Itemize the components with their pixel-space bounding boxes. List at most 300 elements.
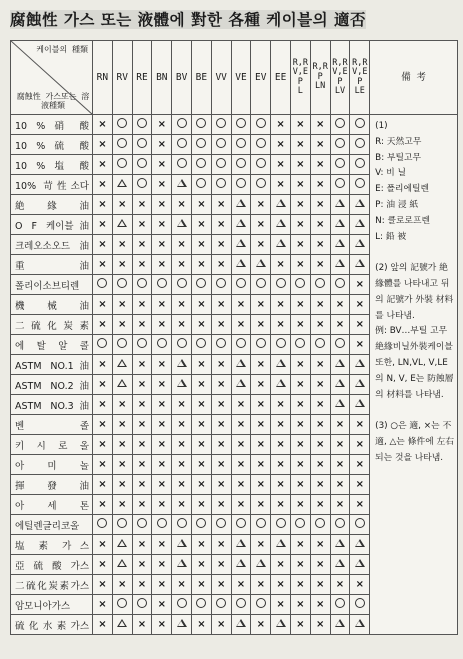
rating-cell bbox=[251, 515, 271, 535]
suitable-circle-icon bbox=[335, 338, 345, 348]
rating-cell bbox=[350, 275, 370, 295]
rating-cell bbox=[93, 175, 113, 195]
rating-cell bbox=[132, 395, 152, 415]
unsuitable-cross-icon: × bbox=[177, 198, 186, 210]
conditional-triangle-icon bbox=[335, 619, 345, 627]
unsuitable-cross-icon: × bbox=[98, 238, 107, 250]
rating-cell bbox=[271, 595, 291, 615]
rating-cell bbox=[290, 115, 310, 135]
unsuitable-cross-icon: × bbox=[177, 418, 186, 430]
unsuitable-cross-icon: × bbox=[177, 498, 186, 510]
rating-cell bbox=[271, 295, 291, 315]
unsuitable-cross-icon: × bbox=[296, 598, 305, 610]
rating-cell bbox=[211, 515, 231, 535]
rating-cell bbox=[231, 535, 251, 555]
suitable-circle-icon bbox=[236, 118, 246, 128]
rating-cell bbox=[330, 275, 350, 295]
rating-cell bbox=[350, 135, 370, 155]
conditional-triangle-icon bbox=[236, 379, 246, 387]
unsuitable-cross-icon: × bbox=[315, 498, 325, 510]
rating-cell bbox=[310, 155, 330, 175]
rating-cell bbox=[271, 155, 291, 175]
rating-cell bbox=[152, 555, 172, 575]
rating-cell bbox=[93, 235, 113, 255]
rating-cell bbox=[330, 135, 350, 155]
suitable-circle-icon bbox=[276, 518, 286, 528]
rating-cell bbox=[132, 575, 152, 595]
rating-cell bbox=[271, 615, 291, 635]
suitable-circle-icon bbox=[315, 278, 325, 288]
rating-cell bbox=[330, 315, 350, 335]
rating-cell bbox=[330, 235, 350, 255]
unsuitable-cross-icon: × bbox=[315, 138, 325, 150]
unsuitable-cross-icon: × bbox=[315, 318, 325, 330]
rating-cell bbox=[211, 315, 231, 335]
rating-cell bbox=[132, 475, 152, 495]
suitable-circle-icon bbox=[196, 118, 206, 128]
unsuitable-cross-icon: × bbox=[216, 578, 226, 590]
remarks-line: P: 油 浸 紙 bbox=[375, 199, 419, 210]
rating-cell bbox=[231, 515, 251, 535]
rating-cell bbox=[231, 495, 251, 515]
rating-cell bbox=[152, 315, 172, 335]
conditional-triangle-icon bbox=[256, 559, 266, 567]
unsuitable-cross-icon: × bbox=[335, 498, 345, 510]
suitable-circle-icon bbox=[355, 118, 365, 128]
rating-cell bbox=[310, 135, 330, 155]
unsuitable-cross-icon: × bbox=[256, 398, 265, 410]
unsuitable-cross-icon: × bbox=[98, 438, 107, 450]
unsuitable-cross-icon: × bbox=[315, 578, 325, 590]
rating-cell bbox=[152, 155, 172, 175]
rating-cell bbox=[231, 255, 251, 275]
rating-cell bbox=[211, 575, 231, 595]
rating-cell bbox=[310, 175, 330, 195]
rating-cell bbox=[132, 215, 152, 235]
rating-cell bbox=[231, 355, 251, 375]
unsuitable-cross-icon: × bbox=[197, 298, 206, 310]
conditional-triangle-icon bbox=[355, 559, 365, 567]
rating-cell bbox=[112, 555, 132, 575]
unsuitable-cross-icon: × bbox=[197, 458, 206, 470]
rating-cell bbox=[271, 115, 291, 135]
conditional-triangle-icon bbox=[117, 539, 127, 547]
rating-cell bbox=[330, 335, 350, 355]
rating-cell bbox=[191, 555, 211, 575]
rating-cell bbox=[330, 515, 350, 535]
rating-cell bbox=[330, 215, 350, 235]
rating-cell bbox=[231, 615, 251, 635]
substance-name: 二硫化炭素가스 bbox=[11, 575, 93, 595]
suitable-circle-icon bbox=[216, 598, 226, 608]
substance-name: ASTM NO.1油 bbox=[11, 355, 93, 375]
rating-cell bbox=[211, 115, 231, 135]
column-header-ve: VE bbox=[231, 41, 251, 115]
conditional-triangle-icon bbox=[117, 179, 127, 187]
rating-cell bbox=[211, 495, 231, 515]
rating-cell bbox=[330, 375, 350, 395]
unsuitable-cross-icon: × bbox=[137, 198, 147, 210]
remarks-line: R: 天然고무 bbox=[375, 136, 422, 147]
unsuitable-cross-icon: × bbox=[335, 478, 345, 490]
unsuitable-cross-icon: × bbox=[296, 318, 305, 330]
conditional-triangle-icon bbox=[256, 259, 266, 267]
rating-cell bbox=[132, 115, 152, 135]
rating-cell bbox=[350, 515, 370, 535]
unsuitable-cross-icon: × bbox=[276, 118, 285, 130]
conditional-triangle-icon bbox=[236, 559, 246, 567]
rating-cell bbox=[93, 135, 113, 155]
rating-cell bbox=[271, 575, 291, 595]
unsuitable-cross-icon: × bbox=[118, 198, 127, 210]
suitable-circle-icon bbox=[276, 338, 286, 348]
substance-name: 아 미 놀 bbox=[11, 455, 93, 475]
column-header-re: RE bbox=[132, 41, 152, 115]
conditional-triangle-icon bbox=[236, 619, 246, 627]
unsuitable-cross-icon: × bbox=[118, 298, 127, 310]
unsuitable-cross-icon: × bbox=[315, 418, 325, 430]
rating-cell bbox=[172, 355, 192, 375]
conditional-triangle-icon bbox=[117, 559, 127, 567]
rating-cell bbox=[112, 235, 132, 255]
rating-cell bbox=[93, 555, 113, 575]
conditional-triangle-icon bbox=[335, 359, 345, 367]
rating-cell bbox=[290, 215, 310, 235]
rating-cell bbox=[251, 395, 271, 415]
suitable-circle-icon bbox=[295, 518, 305, 528]
rating-cell bbox=[112, 595, 132, 615]
rating-cell bbox=[172, 315, 192, 335]
unsuitable-cross-icon: × bbox=[98, 178, 107, 190]
conditional-triangle-icon bbox=[276, 379, 286, 387]
suitable-circle-icon bbox=[196, 598, 206, 608]
rating-cell bbox=[211, 595, 231, 615]
rating-cell bbox=[251, 615, 271, 635]
substance-name: 重 油 bbox=[11, 255, 93, 275]
rating-cell bbox=[132, 275, 152, 295]
conditional-triangle-icon bbox=[355, 239, 365, 247]
rating-cell bbox=[191, 575, 211, 595]
rating-cell bbox=[330, 395, 350, 415]
rating-cell bbox=[350, 455, 370, 475]
rating-cell bbox=[152, 415, 172, 435]
rating-cell bbox=[350, 195, 370, 215]
unsuitable-cross-icon: × bbox=[197, 198, 206, 210]
rating-cell bbox=[152, 435, 172, 455]
unsuitable-cross-icon: × bbox=[98, 258, 107, 270]
table-body bbox=[11, 115, 458, 635]
suitable-circle-icon bbox=[137, 518, 147, 528]
suitable-circle-icon bbox=[117, 518, 127, 528]
rating-cell bbox=[231, 215, 251, 235]
rating-cell bbox=[93, 195, 113, 215]
suitable-circle-icon bbox=[97, 338, 107, 348]
rating-cell bbox=[152, 255, 172, 275]
rating-cell bbox=[290, 595, 310, 615]
rating-cell bbox=[112, 415, 132, 435]
unsuitable-cross-icon: × bbox=[98, 558, 107, 570]
unsuitable-cross-icon: × bbox=[296, 438, 305, 450]
rating-cell bbox=[93, 495, 113, 515]
unsuitable-cross-icon: × bbox=[157, 378, 166, 390]
conditional-triangle-icon bbox=[177, 539, 187, 547]
unsuitable-cross-icon: × bbox=[137, 618, 147, 630]
rating-cell bbox=[271, 235, 291, 255]
rating-cell bbox=[271, 215, 291, 235]
rating-cell bbox=[271, 275, 291, 295]
unsuitable-cross-icon: × bbox=[197, 478, 206, 490]
rating-cell bbox=[211, 415, 231, 435]
remarks-line: (1) bbox=[375, 121, 388, 131]
unsuitable-cross-icon: × bbox=[236, 578, 246, 590]
unsuitable-cross-icon: × bbox=[236, 498, 246, 510]
remarks-line: 또한, LN,VL, V,LE의 N, V, E는 防蝕層의 材料를 나타냄. bbox=[375, 357, 454, 400]
unsuitable-cross-icon: × bbox=[256, 498, 265, 510]
rating-cell bbox=[93, 215, 113, 235]
rating-cell bbox=[132, 295, 152, 315]
rating-cell bbox=[271, 135, 291, 155]
rating-cell bbox=[191, 235, 211, 255]
rating-cell bbox=[191, 395, 211, 415]
rating-cell bbox=[191, 455, 211, 475]
suitable-circle-icon bbox=[117, 138, 127, 148]
rating-cell bbox=[172, 375, 192, 395]
rating-cell bbox=[93, 615, 113, 635]
rating-cell bbox=[330, 295, 350, 315]
rating-cell bbox=[172, 295, 192, 315]
unsuitable-cross-icon: × bbox=[236, 438, 246, 450]
unsuitable-cross-icon: × bbox=[256, 238, 265, 250]
rating-cell bbox=[152, 575, 172, 595]
rating-cell bbox=[330, 115, 350, 135]
conditional-triangle-icon bbox=[355, 359, 365, 367]
unsuitable-cross-icon: × bbox=[256, 318, 265, 330]
unsuitable-cross-icon: × bbox=[355, 478, 364, 490]
rating-cell bbox=[310, 275, 330, 295]
rating-cell bbox=[330, 555, 350, 575]
rating-cell bbox=[350, 575, 370, 595]
unsuitable-cross-icon: × bbox=[137, 458, 147, 470]
unsuitable-cross-icon: × bbox=[216, 398, 226, 410]
rating-cell bbox=[310, 515, 330, 535]
unsuitable-cross-icon: × bbox=[296, 258, 305, 270]
rating-cell bbox=[251, 255, 271, 275]
rating-cell bbox=[172, 215, 192, 235]
substance-name: 亞硫酸가스 bbox=[11, 555, 93, 575]
rating-cell bbox=[231, 155, 251, 175]
unsuitable-cross-icon: × bbox=[355, 578, 364, 590]
conditional-triangle-icon bbox=[177, 219, 187, 227]
rating-cell bbox=[93, 415, 113, 435]
conditional-triangle-icon bbox=[276, 539, 286, 547]
unsuitable-cross-icon: × bbox=[355, 298, 364, 310]
rating-cell bbox=[211, 135, 231, 155]
rating-cell bbox=[290, 575, 310, 595]
unsuitable-cross-icon: × bbox=[296, 478, 305, 490]
rating-cell bbox=[290, 375, 310, 395]
conditional-triangle-icon bbox=[276, 199, 286, 207]
unsuitable-cross-icon: × bbox=[177, 238, 186, 250]
unsuitable-cross-icon: × bbox=[157, 178, 166, 190]
rating-cell bbox=[112, 375, 132, 395]
suitable-circle-icon bbox=[236, 598, 246, 608]
suitable-circle-icon bbox=[355, 138, 365, 148]
rating-cell bbox=[251, 295, 271, 315]
unsuitable-cross-icon: × bbox=[335, 298, 345, 310]
rating-cell bbox=[172, 535, 192, 555]
rating-cell bbox=[271, 395, 291, 415]
rating-cell bbox=[231, 315, 251, 335]
suitable-circle-icon bbox=[137, 598, 147, 608]
conditional-triangle-icon bbox=[276, 359, 286, 367]
suitable-circle-icon bbox=[216, 118, 226, 128]
suitable-circle-icon bbox=[117, 338, 127, 348]
unsuitable-cross-icon: × bbox=[216, 478, 226, 490]
rating-cell bbox=[350, 535, 370, 555]
unsuitable-cross-icon: × bbox=[296, 178, 305, 190]
unsuitable-cross-icon: × bbox=[276, 258, 285, 270]
rating-cell bbox=[350, 595, 370, 615]
unsuitable-cross-icon: × bbox=[315, 198, 325, 210]
unsuitable-cross-icon: × bbox=[197, 218, 206, 230]
unsuitable-cross-icon: × bbox=[157, 258, 166, 270]
unsuitable-cross-icon: × bbox=[355, 438, 364, 450]
unsuitable-cross-icon: × bbox=[315, 438, 325, 450]
unsuitable-cross-icon: × bbox=[256, 418, 265, 430]
rating-cell bbox=[271, 555, 291, 575]
unsuitable-cross-icon: × bbox=[216, 418, 226, 430]
unsuitable-cross-icon: × bbox=[98, 378, 107, 390]
conditional-triangle-icon bbox=[355, 379, 365, 387]
unsuitable-cross-icon: × bbox=[256, 618, 265, 630]
unsuitable-cross-icon: × bbox=[137, 478, 147, 490]
rating-cell bbox=[290, 535, 310, 555]
unsuitable-cross-icon: × bbox=[157, 498, 166, 510]
unsuitable-cross-icon: × bbox=[98, 198, 107, 210]
rating-cell bbox=[290, 275, 310, 295]
unsuitable-cross-icon: × bbox=[256, 578, 265, 590]
unsuitable-cross-icon: × bbox=[216, 378, 226, 390]
rating-cell bbox=[310, 615, 330, 635]
suitable-circle-icon bbox=[117, 158, 127, 168]
rating-cell bbox=[172, 255, 192, 275]
rating-cell bbox=[112, 295, 132, 315]
rating-cell bbox=[172, 275, 192, 295]
unsuitable-cross-icon: × bbox=[118, 318, 127, 330]
rating-cell bbox=[93, 255, 113, 275]
unsuitable-cross-icon: × bbox=[315, 618, 325, 630]
suitable-circle-icon bbox=[355, 158, 365, 168]
rating-cell bbox=[112, 395, 132, 415]
suitable-circle-icon bbox=[137, 158, 147, 168]
suitable-circle-icon bbox=[256, 338, 266, 348]
conditional-triangle-icon bbox=[335, 539, 345, 547]
rating-cell bbox=[112, 175, 132, 195]
substance-name: 塩 素 가 스 bbox=[11, 535, 93, 555]
unsuitable-cross-icon: × bbox=[118, 398, 127, 410]
conditional-triangle-icon bbox=[236, 199, 246, 207]
unsuitable-cross-icon: × bbox=[137, 418, 147, 430]
unsuitable-cross-icon: × bbox=[177, 258, 186, 270]
remarks-line: N: 클로로프렌 bbox=[375, 215, 430, 226]
unsuitable-cross-icon: × bbox=[355, 458, 364, 470]
suitable-circle-icon bbox=[196, 278, 206, 288]
unsuitable-cross-icon: × bbox=[335, 438, 345, 450]
rating-cell bbox=[93, 295, 113, 315]
rating-cell bbox=[350, 155, 370, 175]
rating-cell bbox=[152, 295, 172, 315]
conditional-triangle-icon bbox=[355, 619, 365, 627]
suitable-circle-icon bbox=[236, 138, 246, 148]
suitable-circle-icon bbox=[256, 158, 266, 168]
rating-cell bbox=[330, 175, 350, 195]
unsuitable-cross-icon: × bbox=[118, 478, 127, 490]
rating-cell bbox=[152, 135, 172, 155]
rating-cell bbox=[191, 355, 211, 375]
conditional-triangle-icon bbox=[335, 559, 345, 567]
substance-name: O F 케이블油 bbox=[11, 215, 93, 235]
unsuitable-cross-icon: × bbox=[98, 478, 107, 490]
rating-cell bbox=[93, 375, 113, 395]
rating-cell bbox=[152, 195, 172, 215]
rating-cell bbox=[350, 235, 370, 255]
suitable-circle-icon bbox=[295, 338, 305, 348]
unsuitable-cross-icon: × bbox=[276, 478, 285, 490]
suitable-circle-icon bbox=[196, 178, 206, 188]
suitable-circle-icon bbox=[256, 178, 266, 188]
rating-cell bbox=[271, 515, 291, 535]
rating-cell bbox=[132, 335, 152, 355]
unsuitable-cross-icon: × bbox=[296, 158, 305, 170]
rating-cell bbox=[271, 195, 291, 215]
unsuitable-cross-icon: × bbox=[197, 418, 206, 430]
substance-name: 機 械 油 bbox=[11, 295, 93, 315]
rating-cell bbox=[310, 535, 330, 555]
unsuitable-cross-icon: × bbox=[118, 458, 127, 470]
rating-cell bbox=[350, 395, 370, 415]
unsuitable-cross-icon: × bbox=[216, 238, 226, 250]
suitable-circle-icon bbox=[137, 178, 147, 188]
column-header-rrveplv: R,R V,E P LV bbox=[330, 41, 350, 115]
unsuitable-cross-icon: × bbox=[315, 298, 325, 310]
rating-cell bbox=[231, 595, 251, 615]
rating-cell bbox=[112, 455, 132, 475]
rating-cell bbox=[132, 455, 152, 475]
rating-cell bbox=[310, 595, 330, 615]
header-row bbox=[11, 41, 458, 115]
rating-cell bbox=[251, 495, 271, 515]
rating-cell bbox=[191, 415, 211, 435]
column-header-ee: EE bbox=[271, 41, 291, 115]
substance-name: ASTM NO.2油 bbox=[11, 375, 93, 395]
unsuitable-cross-icon: × bbox=[137, 358, 147, 370]
rating-cell bbox=[310, 495, 330, 515]
rating-cell bbox=[350, 375, 370, 395]
unsuitable-cross-icon: × bbox=[197, 238, 206, 250]
rating-cell bbox=[112, 115, 132, 135]
unsuitable-cross-icon: × bbox=[137, 298, 147, 310]
unsuitable-cross-icon: × bbox=[118, 238, 127, 250]
unsuitable-cross-icon: × bbox=[98, 578, 107, 590]
unsuitable-cross-icon: × bbox=[216, 498, 226, 510]
conditional-triangle-icon bbox=[117, 379, 127, 387]
unsuitable-cross-icon: × bbox=[197, 498, 206, 510]
suitable-circle-icon bbox=[137, 138, 147, 148]
rating-cell bbox=[132, 535, 152, 555]
unsuitable-cross-icon: × bbox=[296, 618, 305, 630]
rating-cell bbox=[271, 335, 291, 355]
rating-cell bbox=[231, 375, 251, 395]
